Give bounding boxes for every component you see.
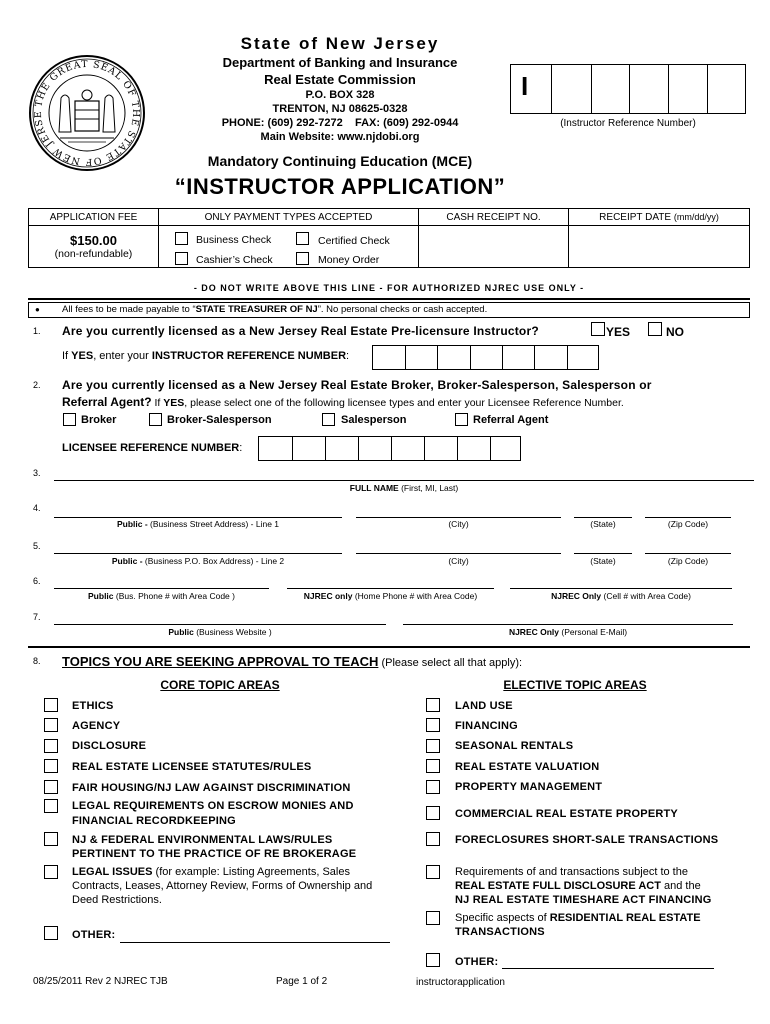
street-address-caption: Public - (Business Street Address) - Line 1 xyxy=(116,519,280,529)
city-caption-1: (City) xyxy=(448,519,469,529)
money-order-checkbox[interactable] xyxy=(296,252,309,265)
elective-other-checkbox[interactable] xyxy=(426,953,440,967)
non-refundable: (non-refundable) xyxy=(54,248,133,260)
legal-issues-checkbox[interactable] xyxy=(44,865,58,879)
commercial-checkbox[interactable] xyxy=(426,806,440,820)
section-8-number: 8. xyxy=(33,656,41,666)
state-input-1[interactable] xyxy=(574,517,632,518)
po-box-address-input[interactable] xyxy=(54,553,342,554)
business-phone-input[interactable] xyxy=(54,588,269,589)
q1-no-checkbox[interactable] xyxy=(648,322,662,336)
full-name-input[interactable] xyxy=(54,480,754,481)
ethics-checkbox[interactable] xyxy=(44,698,58,712)
money-order-label: Money Order xyxy=(318,254,380,266)
field-5-number: 5. xyxy=(33,541,41,551)
department-name: Department of Banking and Insurance xyxy=(222,55,458,70)
residential-checkbox[interactable] xyxy=(426,911,440,925)
topic-residential: Specific aspects of RESIDENTIAL REAL ESTATE xyxy=(455,912,701,924)
cash-receipt-cell[interactable] xyxy=(419,226,569,268)
file-name: instructorapplication xyxy=(416,977,505,988)
question-2-line-1: Are you currently licensed as a New Jersey Real Estate Broker, Broker-Salesperson, Salesperson or xyxy=(62,378,652,392)
statutes-rules-checkbox[interactable] xyxy=(44,759,58,773)
referral-agent-checkbox[interactable] xyxy=(455,413,468,426)
po-box-address-caption: Public - (Business P.O. Box Address) - Line 2 xyxy=(111,556,285,566)
full-name-caption: FULL NAME (First, MI, Last) xyxy=(349,483,459,493)
salesperson-label: Salesperson xyxy=(341,414,407,426)
street-address-input[interactable] xyxy=(54,517,342,518)
disclosure-checkbox[interactable] xyxy=(44,739,58,753)
property-management-checkbox[interactable] xyxy=(426,780,440,794)
financing-checkbox[interactable] xyxy=(426,718,440,732)
zip-input-1[interactable] xyxy=(645,517,731,518)
broker-label: Broker xyxy=(81,414,117,426)
reference-prefix: I xyxy=(521,71,529,101)
topic-statutes-rules: REAL ESTATE LICENSEE STATUTES/RULES xyxy=(72,761,312,773)
topic-escrow: LEGAL REQUIREMENTS ON ESCROW MONIES AND xyxy=(72,800,354,812)
zip-caption-1: (Zip Code) xyxy=(667,519,709,529)
q1-no-label: NO xyxy=(666,325,684,339)
topic-full-disclosure-line-3: NJ REAL ESTATE TIMESHARE ACT FINANCING xyxy=(455,894,712,906)
topic-environmental: NJ & FEDERAL ENVIRONMENTAL LAWS/RULES xyxy=(72,834,333,846)
zip-caption-2: (Zip Code) xyxy=(667,556,709,566)
core-other-checkbox[interactable] xyxy=(44,926,58,940)
business-check-checkbox[interactable] xyxy=(175,232,188,245)
agency-checkbox[interactable] xyxy=(44,718,58,732)
personal-email-input[interactable] xyxy=(403,624,733,625)
state-caption-2: (State) xyxy=(590,556,616,566)
full-disclosure-checkbox[interactable] xyxy=(426,865,440,879)
topic-legal-issues: LEGAL ISSUES (for example: Listing Agreements, Sales xyxy=(72,866,350,878)
land-use-checkbox[interactable] xyxy=(426,698,440,712)
topics-title: TOPICS YOU ARE SEEKING APPROVAL TO TEACH (Please select all that apply): xyxy=(62,654,523,669)
elective-other-label: OTHER: xyxy=(455,956,499,968)
office-use-warning: - DO NOT WRITE ABOVE THIS LINE - FOR AUTHORIZED NJREC USE ONLY - xyxy=(193,283,585,293)
salesperson-checkbox[interactable] xyxy=(322,413,335,426)
instructor-ref-prompt: If YES, enter your INSTRUCTOR REFERENCE NUMBER: xyxy=(62,350,350,362)
topic-agency: AGENCY xyxy=(72,720,121,732)
state-input-2[interactable] xyxy=(574,553,632,554)
fee-header: APPLICATION FEE xyxy=(29,209,159,226)
fee-amount-cell xyxy=(29,226,159,268)
state-name: State of New Jersey xyxy=(240,34,440,53)
question-2-line-2: Referral Agent? If YES, please select one of the following licensee types and enter your Licensee Reference Number. xyxy=(62,395,624,409)
fee-payable-note: All fees to be made payable to “STATE TREASURER OF NJ”. No personal checks or cash accepted. xyxy=(62,304,488,315)
field-3-number: 3. xyxy=(33,468,41,478)
topic-residential-line-2: TRANSACTIONS xyxy=(455,926,545,938)
fair-housing-checkbox[interactable] xyxy=(44,780,58,794)
topic-full-disclosure-line-2: REAL ESTATE FULL DISCLOSURE ACT and the xyxy=(455,880,701,892)
page-title: “INSTRUCTOR APPLICATION” xyxy=(174,174,506,199)
fee-amount: $150.00 xyxy=(70,233,117,248)
question-2-number: 2. xyxy=(33,380,41,390)
question-1-text: Are you currently licensed as a New Jersey Real Estate Pre-licensure Instructor? xyxy=(62,324,539,338)
city-address: TRENTON, NJ 08625-0328 xyxy=(272,103,408,115)
zip-input-2[interactable] xyxy=(645,553,731,554)
topic-environmental-line-2: PERTINENT TO THE PRACTICE OF RE BROKERAGE xyxy=(72,848,357,860)
state-caption-1: (State) xyxy=(590,519,616,529)
foreclosures-checkbox[interactable] xyxy=(426,832,440,846)
cell-phone-caption: NJREC Only (Cell # with Area Code) xyxy=(551,591,691,601)
home-phone-caption: NJREC only (Home Phone # with Area Code) xyxy=(303,591,478,601)
seasonal-rentals-checkbox[interactable] xyxy=(426,739,440,753)
escrow-checkbox[interactable] xyxy=(44,799,58,813)
environmental-checkbox[interactable] xyxy=(44,832,58,846)
receipt-date-cell[interactable] xyxy=(569,226,750,268)
cash-receipt-header: CASH RECEIPT NO. xyxy=(419,209,569,226)
broker-salesperson-checkbox[interactable] xyxy=(149,413,162,426)
broker-checkbox[interactable] xyxy=(63,413,76,426)
elective-other-input[interactable] xyxy=(502,968,714,969)
bullet: ● xyxy=(35,305,40,314)
field-7-number: 7. xyxy=(33,612,41,622)
receipt-date-header: RECEIPT DATE (mm/dd/yy) xyxy=(569,209,750,226)
referral-agent-label: Referral Agent xyxy=(473,414,549,426)
city-caption-2: (City) xyxy=(448,556,469,566)
topic-fair-housing: FAIR HOUSING/NJ LAW AGAINST DISCRIMINATION xyxy=(72,782,351,794)
question-1-number: 1. xyxy=(33,326,41,336)
topic-valuation: REAL ESTATE VALUATION xyxy=(455,761,600,773)
certified-check-checkbox[interactable] xyxy=(296,232,309,245)
revision-footer: 08/25/2011 Rev 2 NJREC TJB xyxy=(33,976,168,987)
elective-topics-header: ELECTIVE TOPIC AREAS xyxy=(503,678,647,692)
field-4-number: 4. xyxy=(33,503,41,513)
topic-full-disclosure: Requirements of and transactions subject to the xyxy=(455,866,688,878)
topic-land-use: LAND USE xyxy=(455,700,513,712)
main-website: Main Website: www.njdobi.org xyxy=(260,131,420,143)
broker-salesperson-label: Broker-Salesperson xyxy=(167,414,272,426)
field-6-number: 6. xyxy=(33,576,41,586)
reference-label: (Instructor Reference Number) xyxy=(560,118,696,129)
topic-commercial: COMMERCIAL REAL ESTATE PROPERTY xyxy=(455,808,678,820)
seal-ring-text: THE GREAT SEAL OF THE STATE OF NEW JERSE xyxy=(32,58,142,168)
licensee-ref-label: LICENSEE REFERENCE NUMBER: xyxy=(62,442,243,454)
po-box: P.O. BOX 328 xyxy=(305,89,375,101)
core-topics-header: CORE TOPIC AREAS xyxy=(160,678,280,692)
city-input-2[interactable] xyxy=(356,553,561,554)
instructor-reference-box[interactable] xyxy=(510,64,746,114)
q1-yes-checkbox[interactable] xyxy=(591,322,605,336)
cashiers-check-label: Cashier’s Check xyxy=(196,254,273,266)
topic-financing: FINANCING xyxy=(455,720,518,732)
topic-seasonal-rentals: SEASONAL RENTALS xyxy=(455,740,574,752)
program-name: Mandatory Continuing Education (MCE) xyxy=(207,153,473,169)
payment-types-header: ONLY PAYMENT TYPES ACCEPTED xyxy=(159,209,419,226)
core-other-label: OTHER: xyxy=(72,929,116,941)
page-number: Page 1 of 2 xyxy=(276,976,328,987)
certified-check-label: Certified Check xyxy=(318,235,390,247)
cell-phone-input[interactable] xyxy=(510,588,732,589)
topic-ethics: ETHICS xyxy=(72,700,114,712)
instructor-reference-number-input[interactable] xyxy=(372,345,599,370)
topic-disclosure: DISCLOSURE xyxy=(72,740,147,752)
business-website-input[interactable] xyxy=(54,624,386,625)
business-website-caption: Public (Business Website ) xyxy=(168,627,272,637)
business-check-label: Business Check xyxy=(196,234,272,246)
cashiers-check-checkbox[interactable] xyxy=(175,252,188,265)
topic-escrow-line-2: FINANCIAL RECORDKEEPING xyxy=(72,815,236,827)
valuation-checkbox[interactable] xyxy=(426,759,440,773)
topic-legal-issues-line-2: Contracts, Leases, Attorney Review, Forms of Ownership and xyxy=(72,880,373,892)
licensee-reference-number-input[interactable] xyxy=(258,436,521,461)
commission-name: Real Estate Commission xyxy=(264,72,416,87)
q1-yes-label: YES xyxy=(606,325,631,339)
personal-email-caption: NJREC Only (Personal E-Mail) xyxy=(508,627,628,637)
core-other-input[interactable] xyxy=(120,942,390,943)
phone-fax: PHONE: (609) 292-7272 FAX: (609) 292-0944 xyxy=(221,117,459,129)
topic-legal-issues-line-3: Deed Restrictions. xyxy=(72,894,162,906)
city-input-1[interactable] xyxy=(356,517,561,518)
topic-property-management: PROPERTY MANAGEMENT xyxy=(455,781,603,793)
topic-foreclosures: FORECLOSURES SHORT-SALE TRANSACTIONS xyxy=(455,834,719,846)
business-phone-caption: Public (Bus. Phone # with Area Code ) xyxy=(88,591,235,601)
home-phone-input[interactable] xyxy=(287,588,494,589)
